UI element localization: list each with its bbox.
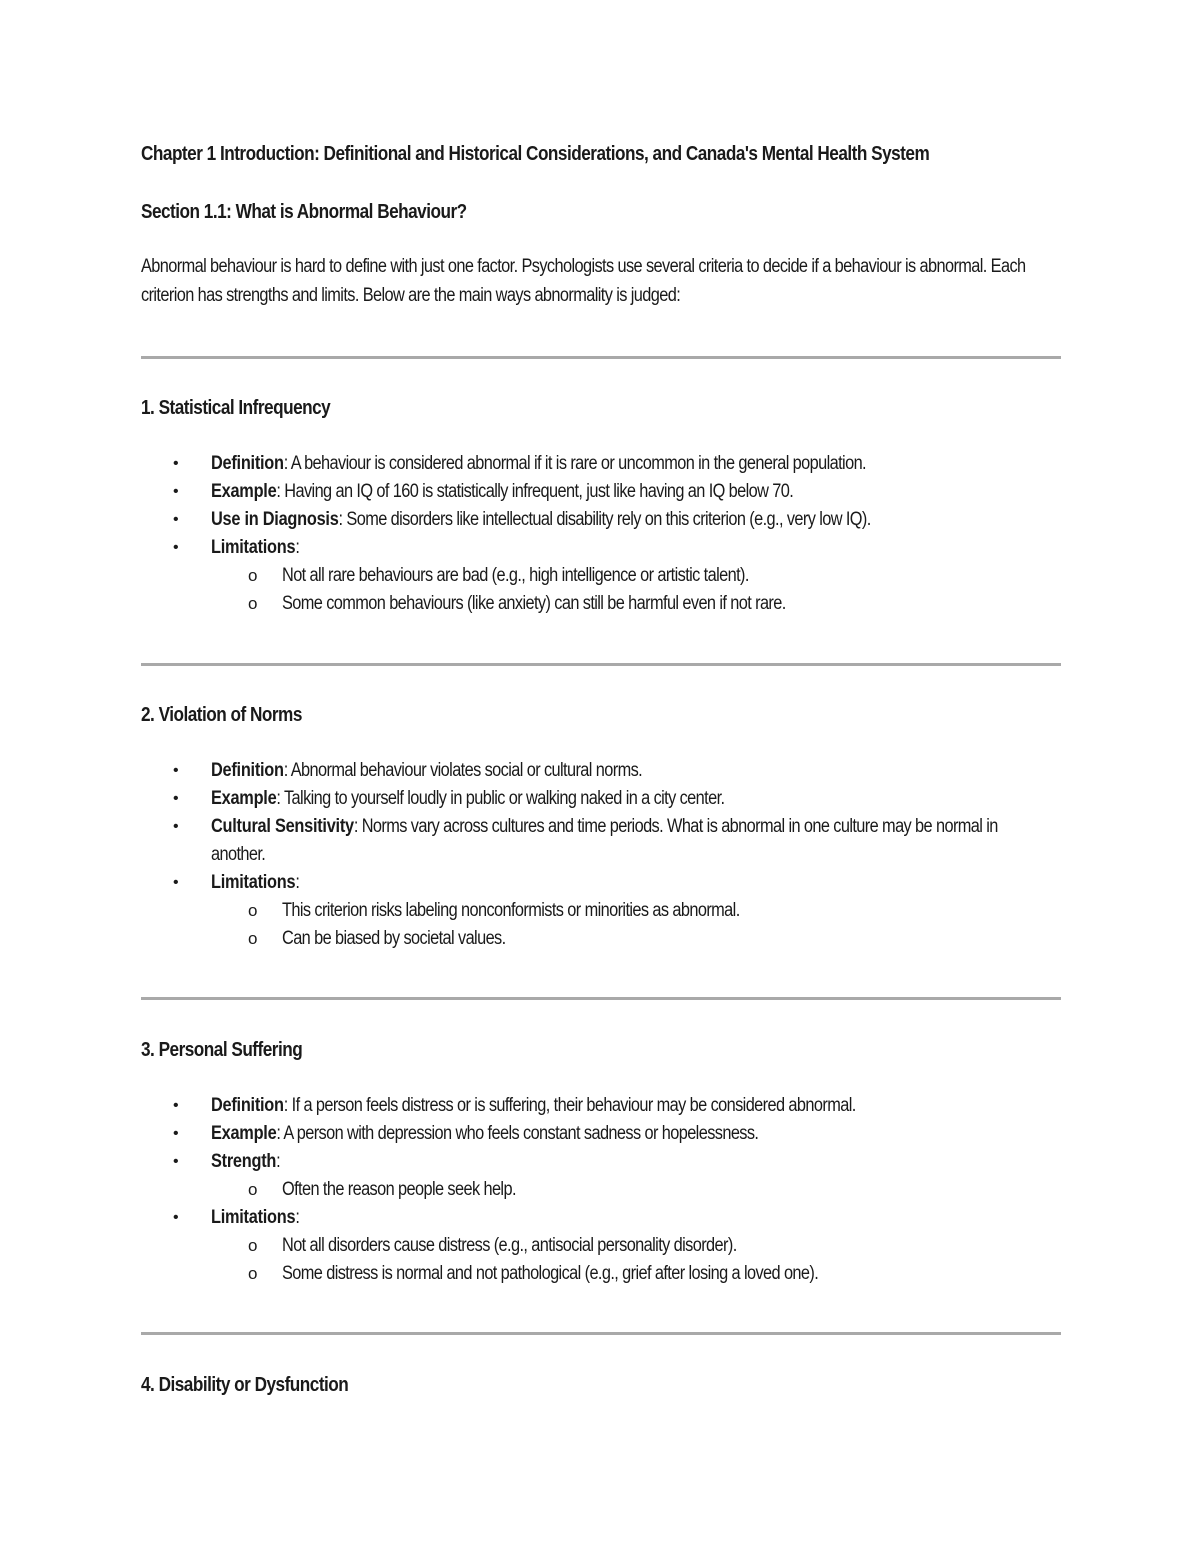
criterion-title: 4. Disability or Dysfunction (141, 1374, 349, 1396)
sub-list (141, 562, 1061, 618)
sub-list (141, 1232, 1061, 1288)
divider (141, 356, 1061, 359)
criterion-list (141, 1092, 1061, 1288)
item-text: : Talking to yourself loudly in public or walking naked in a city center. (276, 788, 725, 809)
divider (141, 997, 1061, 1000)
bullet-icon: • (173, 790, 178, 807)
item-text: : (295, 1207, 300, 1228)
criterion-section (141, 1371, 1061, 1399)
sub-item-text: Some common behaviours (like anxiety) can still be harmful even if not rare. (282, 593, 786, 614)
item-term: Example (211, 481, 277, 502)
list-item (141, 478, 1061, 506)
item-term: Definition (211, 453, 284, 474)
bullet-icon: • (173, 1153, 178, 1170)
item-text: : (295, 537, 300, 558)
sub-bullet-icon: o (248, 566, 257, 585)
sub-list (141, 897, 1061, 953)
sub-bullet-icon: o (248, 929, 257, 948)
criterion-list (141, 757, 1061, 953)
sub-list-item (141, 590, 1061, 618)
sub-item-text: Some distress is normal and not pathological (e.g., grief after losing a loved one). (282, 1263, 819, 1284)
section-title: Section 1.1: What is Abnormal Behaviour? (141, 201, 467, 223)
bullet-icon: • (173, 874, 178, 891)
item-text: : (276, 1151, 281, 1172)
list-item (141, 1204, 1061, 1288)
criterion-section (141, 394, 1061, 618)
item-text: : A behaviour is considered abnormal if it is rare or uncommon in the general population. (283, 453, 866, 474)
item-term: Cultural Sensitivity (211, 816, 354, 837)
item-term: Strength (211, 1151, 277, 1172)
item-term: Example (211, 788, 277, 809)
item-term: Use in Diagnosis (211, 509, 339, 530)
sub-list-item (141, 562, 1061, 590)
list-item (141, 450, 1061, 478)
criterion-title: 3. Personal Suffering (141, 1039, 303, 1061)
document-page (141, 140, 1061, 310)
divider (141, 1332, 1061, 1335)
item-term: Definition (211, 1095, 284, 1116)
criterion-section (141, 1036, 1061, 1288)
sub-item-text: Not all disorders cause distress (e.g., antisocial personality disorder). (282, 1235, 737, 1256)
sub-list-item (141, 1232, 1061, 1260)
bullet-icon: • (173, 1209, 178, 1226)
list-item (141, 534, 1061, 618)
list-item (141, 1092, 1061, 1120)
item-text: : Norms vary across cultures and time periods. What is abnormal in one culture may be normal in another. (211, 816, 998, 865)
item-term: Limitations (211, 872, 296, 893)
sub-bullet-icon: o (248, 1180, 257, 1199)
item-text: : If a person feels distress or is suffering, their behaviour may be considered abnormal. (283, 1095, 856, 1116)
bullet-icon: • (173, 818, 178, 835)
list-item (141, 785, 1061, 813)
item-text: : (295, 872, 300, 893)
sub-bullet-icon: o (248, 594, 257, 613)
bullet-icon: • (173, 1097, 178, 1114)
sub-bullet-icon: o (248, 901, 257, 920)
sub-item-text: Often the reason people seek help. (282, 1179, 516, 1200)
divider (141, 663, 1061, 666)
intro-paragraph: Abnormal behaviour is hard to define with just one factor. Psychologists use several criteria to decide if a behaviour is abnormal. Each criterion has strengths and limits. Below are the main ways abnormality is judged: (141, 256, 1026, 306)
sub-list-item (141, 925, 1061, 953)
criterion-title: 1. Statistical Infrequency (141, 397, 331, 419)
sub-bullet-icon: o (248, 1236, 257, 1255)
criterion-list (141, 450, 1061, 618)
bullet-icon: • (173, 539, 178, 556)
sub-bullet-icon: o (248, 1264, 257, 1283)
bullet-icon: • (173, 1125, 178, 1142)
sub-list (141, 1176, 1061, 1204)
sub-list-item (141, 1260, 1061, 1288)
item-term: Example (211, 1123, 277, 1144)
list-item (141, 813, 1061, 869)
bullet-icon: • (173, 511, 178, 528)
bullet-icon: • (173, 483, 178, 500)
item-term: Limitations (211, 1207, 296, 1228)
chapter-title: Chapter 1 Introduction: Definitional and Historical Considerations, and Canada's Mental Health System (141, 143, 930, 165)
list-item (141, 1120, 1061, 1148)
list-item (141, 869, 1061, 953)
item-text: : A person with depression who feels constant sadness or hopelessness. (276, 1123, 759, 1144)
bullet-icon: • (173, 762, 178, 779)
item-term: Limitations (211, 537, 296, 558)
item-text: : Having an IQ of 160 is statistically infrequent, just like having an IQ below 70. (276, 481, 794, 502)
sub-item-text: Can be biased by societal values. (282, 928, 506, 949)
item-text: : Abnormal behaviour violates social or cultural norms. (283, 760, 643, 781)
criterion-title: 2. Violation of Norms (141, 704, 302, 726)
bullet-icon: • (173, 455, 178, 472)
list-item (141, 506, 1061, 534)
item-text: : Some disorders like intellectual disability rely on this criterion (e.g., very low IQ). (338, 509, 871, 530)
list-item (141, 757, 1061, 785)
sub-item-text: Not all rare behaviours are bad (e.g., high intelligence or artistic talent). (282, 565, 749, 586)
list-item (141, 1148, 1061, 1204)
sub-item-text: This criterion risks labeling nonconformists or minorities as abnormal. (282, 900, 740, 921)
sub-list-item (141, 1176, 1061, 1204)
criterion-section (141, 701, 1061, 953)
item-term: Definition (211, 760, 284, 781)
sub-list-item (141, 897, 1061, 925)
